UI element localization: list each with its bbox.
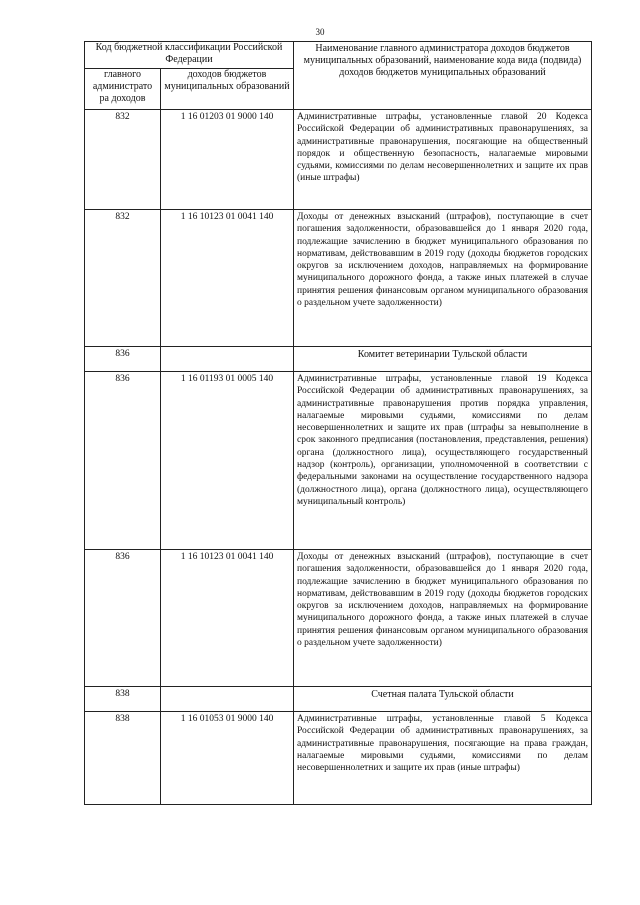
table-row <box>85 110 592 210</box>
income-code-cell <box>161 347 294 372</box>
admin-code-cell: 836 <box>85 347 161 372</box>
budget-code-table <box>84 41 592 805</box>
administrator-name-cell: Комитет ветеринарии Тульской области <box>294 347 592 372</box>
table-row <box>85 372 592 550</box>
admin-code-cell: 832 <box>85 110 161 210</box>
income-code-cell: 1 16 01053 01 9000 140 <box>161 712 294 805</box>
table-row <box>85 550 592 687</box>
income-code-cell: 1 16 10123 01 0041 140 <box>161 210 294 347</box>
income-code-cell: 1 16 10123 01 0041 140 <box>161 550 294 687</box>
admin-code-cell: 838 <box>85 687 161 712</box>
description-cell: Доходы от денежных взысканий (штрафов), поступающие в счет погашения задолженности, образовавшейся до 1 января 2020 года, подлежащие зачислению в бюджет муниципального образования по нормативам, действовавшим в 2019 году (доходы бюджетов городских округов за исключением доходов, направляемых на формирование муниципального дорожного фонда, а также иных платежей в случае принятия решения финансовым органом муниципального образования о раздельном учете задолженности) <box>294 550 592 687</box>
description-cell: Административные штрафы, установленные главой 20 Кодекса Российской Федерации об административных правонарушениях, за административные правонарушения, посягающие на общественный порядок и общественную безопасность, налагаемые мировыми судьями, комиссиями по делам несовершеннолетних и защите их прав (иные штрафы) <box>294 110 592 210</box>
income-code-cell <box>161 687 294 712</box>
administrator-name-cell: Счетная палата Тульской области <box>294 687 592 712</box>
header-income-column: доходов бюджетов муниципальных образований <box>161 69 294 110</box>
description-cell: Административные штрафы, установленные главой 19 Кодекса Российской Федерации об административных правонарушениях, за административные правонарушения против порядка управления, налагаемые мировыми судьями, комиссиями по делам несовершеннолетних и защите их прав (штрафы за невыполнение в срок законного предписания (постановления, представления, решения) органа (должностного лица), осуществляющего государственный надзор (контроль), организации, уполномоченной в соответствии с федеральными законами на осуществление государственного надзора (должностного лица), органа (должностного лица), осуществляющего муниципальный контроль) <box>294 372 592 550</box>
header-code-group: Код бюджетной классификации Российской Федерации <box>85 42 294 69</box>
table-row-heading <box>85 687 592 712</box>
table-row <box>85 210 592 347</box>
income-code-cell: 1 16 01203 01 9000 140 <box>161 110 294 210</box>
income-code-cell: 1 16 01193 01 0005 140 <box>161 372 294 550</box>
admin-code-cell: 836 <box>85 550 161 687</box>
admin-code-cell: 838 <box>85 712 161 805</box>
page-number: 30 <box>315 27 325 37</box>
admin-code-cell: 832 <box>85 210 161 347</box>
description-cell: Административные штрафы, установленные главой 5 Кодекса Российской Федерации об административных правонарушениях, за административные правонарушения, посягающие на права граждан, налагаемые мировыми судьями, комиссиями по делам несовершеннолетних и защите их прав (иные штрафы) <box>294 712 592 805</box>
admin-code-cell: 836 <box>85 372 161 550</box>
table-row-heading <box>85 347 592 372</box>
table-row <box>85 712 592 805</box>
header-row-1 <box>85 42 592 69</box>
header-admin-column: главного администрато ра доходов <box>85 69 161 110</box>
header-name-column: Наименование главного администратора доходов бюджетов муниципальных образований, наименование кода вида (подвида) доходов бюджетов муниципальных образований <box>294 42 592 110</box>
description-cell: Доходы от денежных взысканий (штрафов), поступающие в счет погашения задолженности, образовавшейся до 1 января 2020 года, подлежащие зачислению в бюджет муниципального образования по нормативам, действовавшим в 2019 году (доходы бюджетов городских округов за исключением доходов, направляемых на формирование муниципального дорожного фонда, а также иных платежей в случае принятия решения финансовым органом муниципального образования о раздельном учете задолженности) <box>294 210 592 347</box>
